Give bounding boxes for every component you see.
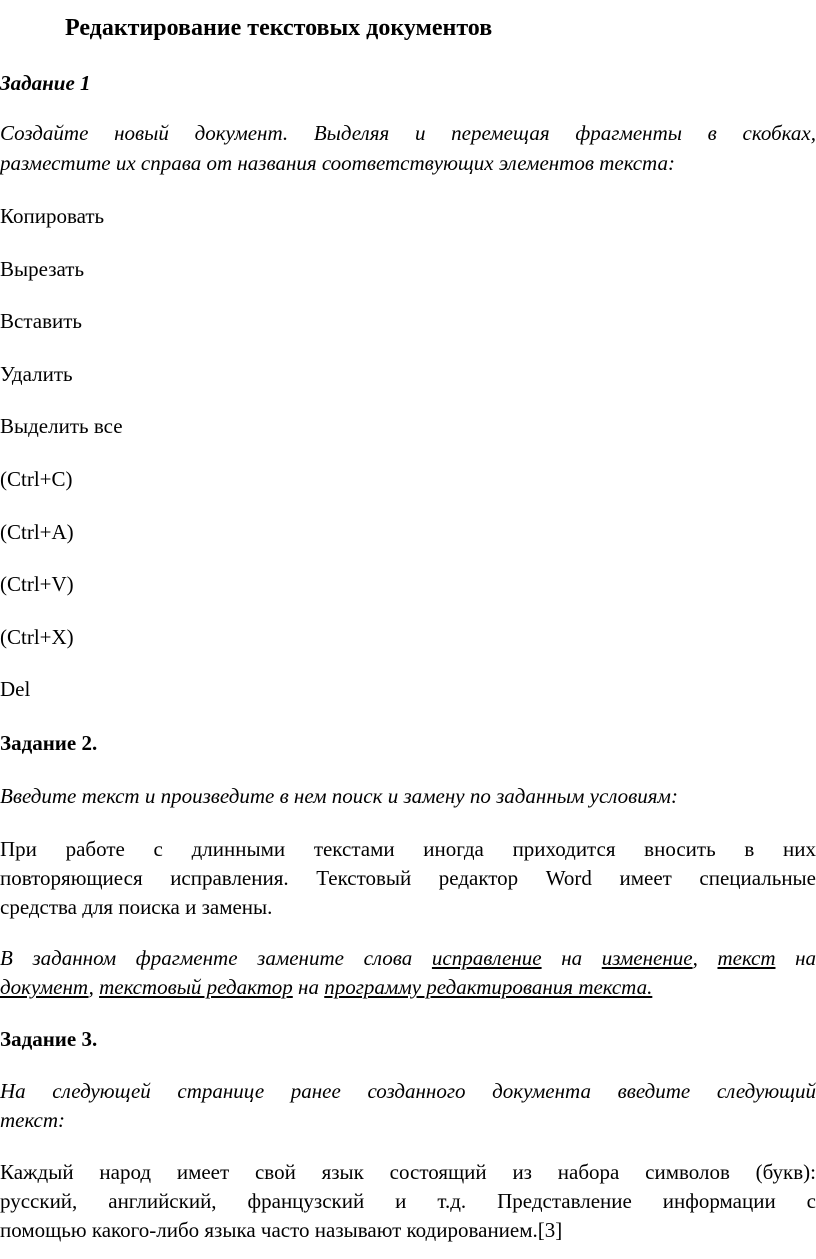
task2-instruction: Введите текст и произведите в нем поиск и замену по заданным условиям: <box>0 784 678 808</box>
task1-instruction-line1: Создайте новый документ. Выделяя и перемещая фрагменты в скобках, <box>0 121 816 145</box>
task2-replace-line1 <box>0 943 816 973</box>
task3-heading: Задание 3. <box>0 1027 98 1051</box>
list-item-select-all: Выделить все <box>0 414 123 438</box>
list-item-delete: Удалить <box>0 362 73 386</box>
task3-paragraph-line2: русский, английский, французский и т.д. Представление информации с <box>0 1189 816 1213</box>
task2-replace-line2 <box>0 972 652 1002</box>
replace-word-document: документ <box>0 975 89 999</box>
task2-heading: Задание 2. <box>0 731 98 755</box>
task2-paragraph-line1: При работе с длинными текстами иногда приходится вносить в них <box>0 837 816 861</box>
replace-text: В заданном фрагменте замените слова <box>0 946 432 970</box>
task3-paragraph-line1: Каждый народ имеет свой язык состоящий из набора символов (букв): <box>0 1160 816 1184</box>
list-item-cut: Вырезать <box>0 257 85 281</box>
task2-paragraph-line3: средства для поиска и замены. <box>0 895 273 919</box>
task1-heading: Задание 1 <box>0 71 91 95</box>
list-item-ctrl-c: (Ctrl+C) <box>0 467 73 491</box>
replace-text: на <box>292 975 325 999</box>
replace-word-text-editor: текстовый редактор <box>99 975 293 999</box>
list-item-ctrl-x: (Ctrl+X) <box>0 625 74 649</box>
replace-text: на <box>775 946 816 970</box>
replace-text: , <box>692 946 718 970</box>
replace-word-text: текст <box>717 946 776 970</box>
list-item-del: Del <box>0 677 31 701</box>
document-title: Редактирование текстовых документов <box>65 15 493 41</box>
list-item-copy: Копировать <box>0 204 105 228</box>
list-item-ctrl-a: (Ctrl+A) <box>0 520 74 544</box>
list-item-ctrl-v: (Ctrl+V) <box>0 572 74 596</box>
task3-instruction-line2: текст: <box>0 1108 65 1132</box>
replace-word-editing-program: программу редактирования текста. <box>324 975 653 999</box>
task1-instruction-line2: разместите их справа от названия соответствующих элементов текста: <box>0 151 675 175</box>
list-item-paste: Вставить <box>0 309 82 333</box>
replace-text: , <box>88 975 100 999</box>
replace-word-change: изменение <box>601 946 693 970</box>
task3-instruction-line1: На следующей странице ранее созданного документа введите следующий <box>0 1079 816 1103</box>
task2-paragraph-line2: повторяющиеся исправления. Текстовый редактор Word имеет специальные <box>0 866 816 890</box>
task3-paragraph-line3: помощью какого-либо языка часто называют кодированием.[3] <box>0 1218 563 1242</box>
replace-text: на <box>541 946 602 970</box>
replace-word-correction: исправление <box>431 946 542 970</box>
